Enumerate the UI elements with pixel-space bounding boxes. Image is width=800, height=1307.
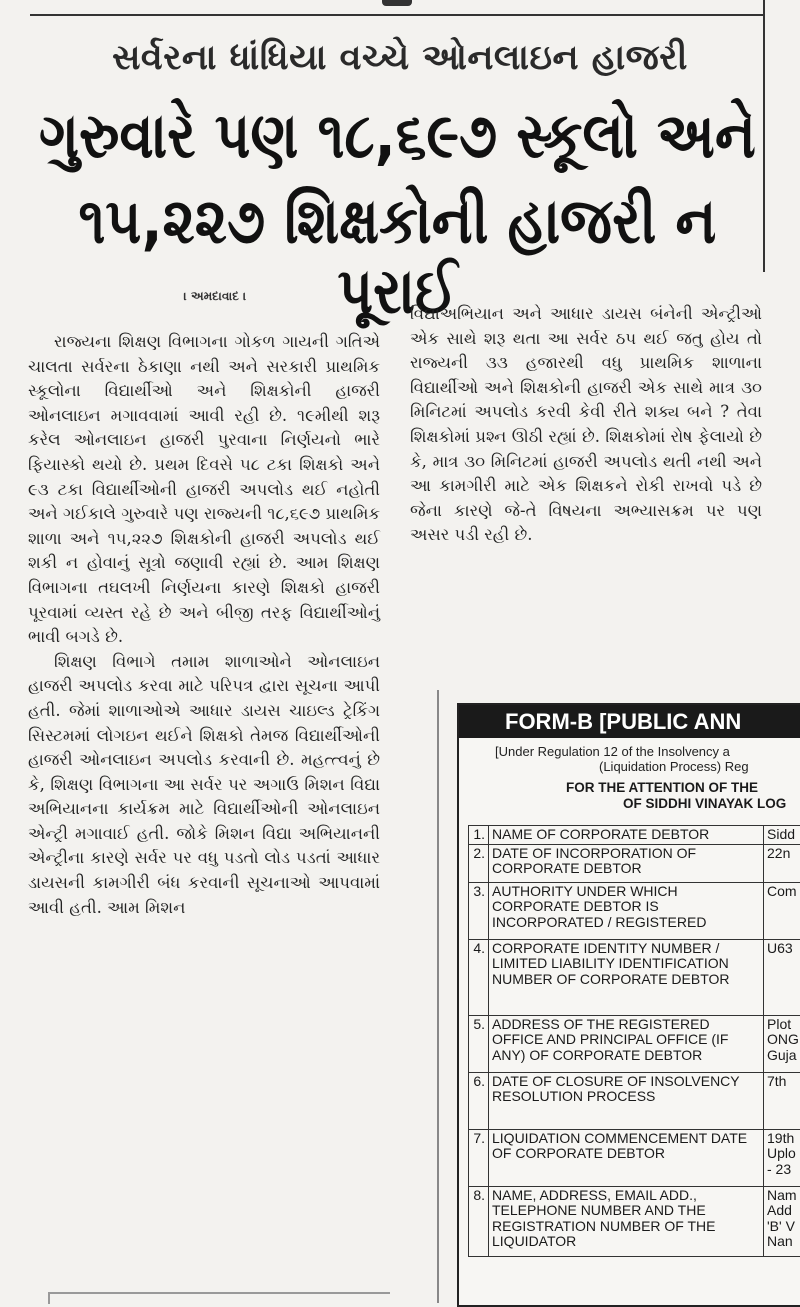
form-cell-num: 1.: [469, 826, 489, 845]
form-table-row: [469, 939, 800, 1015]
bottom-box-edge: [48, 1292, 390, 1304]
form-cell-label: CORPORATE IDENTITY NUMBER / LIMITED LIABILITY IDENTIFICATION NUMBER OF CORPORATE DEBTOR: [489, 939, 764, 1015]
form-cell-label: NAME, ADDRESS, EMAIL ADD., TELEPHONE NUMBER AND THE REGISTRATION NUMBER OF THE LIQUIDATOR: [489, 1186, 764, 1256]
form-cell-num: 7.: [469, 1129, 489, 1186]
form-cell-value: U63: [764, 939, 800, 1015]
form-cell-num: 5.: [469, 1015, 489, 1072]
dateline: । અમદાવાદ ।: [150, 289, 280, 304]
article-paragraph: શિક્ષણ વિભાગે તમામ શાળાઓને ઓનલાઇન હાજરી અપલોડ કરવા માટે પરિપત્ર દ્વારા સૂચના આપી હતી. જેમાં શાળાઓએ આધાર ડાયસ ચાઇલ્ડ ટ્રેકિંગ સિસ્ટમમાં લોગઇન થઈને શિક્ષકો તેમજ વિદ્યાર્થીઓની હાજરી ઓનલાઇન અપલોડ કરવાની છે. મહત્ત્વનું છે કે, શિક્ષણ વિભાગના આ સર્વર પર અગાઉ મિશન વિદ્યા અભિયાનના કાર્યક્રમ માટે વિદ્યાર્થીઓની ઓનલાઇન એન્ટ્રી મગાવાઈ હતી. જોકે મિશન વિદ્યા અભિયાનની એન્ટ્રીના કારણે સર્વર પર વધુ પડતો લોડ પડતાં આધાર ડાયસની કામગીરી બંધ કરવાની સૂચનાઓ આપવામાં આવી હતી. આમ મિશન: [28, 650, 380, 921]
column-divider: [437, 690, 439, 1303]
form-cell-value: Sidd: [764, 826, 800, 845]
form-cell-label: DATE OF INCORPORATION OF CORPORATE DEBTOR: [489, 844, 764, 882]
top-border: [30, 0, 765, 16]
form-subtitle-line1: [Under Regulation 12 of the Insolvency a: [459, 738, 800, 759]
article-paragraph: રાજ્યના શિક્ષણ વિભાગના ગોકળ ગાયની ગતિએ ચાલતા સર્વરના ઠેકાણા નથી અને સરકારી પ્રાથમિક સ્કૂલોના વિદ્યાર્થીઓ અને શિક્ષકોની હાજરી ઓનલાઇન મગાવવામાં આવી રહી છે. ૧૯મીથી શરૂ કરેલ ઓનલાઇન હાજરી પુરવાના નિર્ણયનો ભારે ફિયાસ્કો થયો છે. પ્રથમ દિવસે ૫૮ ટકા શિક્ષકો અને ૯૩ ટકા વિદ્યાર્થીઓની હાજરી અપલોડ થઈ નહોતી અને ગઈકાલે ગુરુવારે પણ રાજ્યની ૧૮,૬૯૭ પ્રાથમિક શાળા અને ૧૫,૨૨૭ શિક્ષકોની હાજરી અપલોડ થઈ શકી ન હોવાનું સૂત્રો જણાવી રહ્યાં છે. આમ શિક્ષણ વિભાગના તઘલખી નિર્ણયના કારણે શિક્ષકો હાજરી પૂરવામાં વ્યસ્ત રહે છે અને બીજી તરફ વિદ્યાર્થીઓનું ભાવી બગડે છે.: [28, 330, 380, 650]
article-column-1: [28, 330, 380, 920]
article-paragraph: વિદ્યાઅભિયાન અને આધાર ડાયસ બંનેની એન્ટ્રીઓ એક સાથે શરૂ થતા આ સર્વર ઠપ થઈ જતુ હોય તો રાજ્યની ૩૩ હજારથી વધુ પ્રાથમિક શાળાના વિદ્યાર્થીઓ અને શિક્ષકોની હાજરી એક સાથે માત્ર ૩૦ મિનિટમાં અપલોડ કરવી કેવી રીતે શક્ય બને ? તેવા શિક્ષકોમાં પ્રશ્ન ઊઠી રહ્યાં છે. શિક્ષકોમાં રોષ ફેલાયો છે કે, માત્ર ૩૦ મિનિટમાં હાજરી અપલોડ થતી નથી અને આ કામગીરી માટે એક શિક્ષકને રોકી રાખવો પડે છે જેના કારણે જે-તે વિષયના અભ્યાસક્રમ પર પણ અસર પડી રહી છે.: [410, 302, 762, 548]
top-notch: [382, 0, 412, 6]
main-headline-line1: ગુરુવારે પણ ૧૮,૬૯૭ સ્કૂલો અને: [25, 100, 770, 170]
form-attention-line2: OF SIDDHI VINAYAK LOG: [459, 796, 800, 812]
form-cell-num: 4.: [469, 939, 489, 1015]
form-table-row: [469, 1072, 800, 1129]
form-table-row: [469, 844, 800, 882]
form-cell-value: 22n: [764, 844, 800, 882]
kicker-headline: સર્વરના ધાંધિયા વચ્ચે ઓનલાઇન હાજરી: [40, 38, 760, 78]
form-title: FORM-B [PUBLIC ANN: [459, 705, 800, 738]
form-table-row: [469, 882, 800, 939]
form-attention-line1: FOR THE ATTENTION OF THE: [459, 774, 800, 796]
public-announcement-form: [457, 703, 800, 1307]
form-cell-label: ADDRESS OF THE REGISTERED OFFICE AND PRINCIPAL OFFICE (IF ANY) OF CORPORATE DEBTOR: [489, 1015, 764, 1072]
form-cell-value: Plot ONG Guja: [764, 1015, 800, 1072]
form-table: [468, 825, 800, 1257]
form-cell-value: Com: [764, 882, 800, 939]
article-column-2: [410, 302, 762, 548]
form-cell-label: LIQUIDATION COMMENCEMENT DATE OF CORPORATE DEBTOR: [489, 1129, 764, 1186]
form-subtitle-line2: (Liquidation Process) Reg: [459, 759, 800, 774]
form-cell-label: AUTHORITY UNDER WHICH CORPORATE DEBTOR IS INCORPORATED / REGISTERED: [489, 882, 764, 939]
form-cell-num: 8.: [469, 1186, 489, 1256]
form-cell-num: 2.: [469, 844, 489, 882]
form-table-row: [469, 826, 800, 845]
form-cell-value: Nam Add 'B' V Nan: [764, 1186, 800, 1256]
main-headline-line2: ૧૫,૨૨૭ શિક્ષકોની હાજરી ન પૂરાઈ: [25, 186, 770, 325]
form-cell-label: DATE OF CLOSURE OF INSOLVENCY RESOLUTION PROCESS: [489, 1072, 764, 1129]
form-table-row: [469, 1186, 800, 1256]
form-table-row: [469, 1015, 800, 1072]
form-cell-num: 3.: [469, 882, 489, 939]
form-cell-num: 6.: [469, 1072, 489, 1129]
form-cell-label: NAME OF CORPORATE DEBTOR: [489, 826, 764, 845]
form-cell-value: 19th Uplo - 23: [764, 1129, 800, 1186]
form-cell-value: 7th: [764, 1072, 800, 1129]
form-table-row: [469, 1129, 800, 1186]
